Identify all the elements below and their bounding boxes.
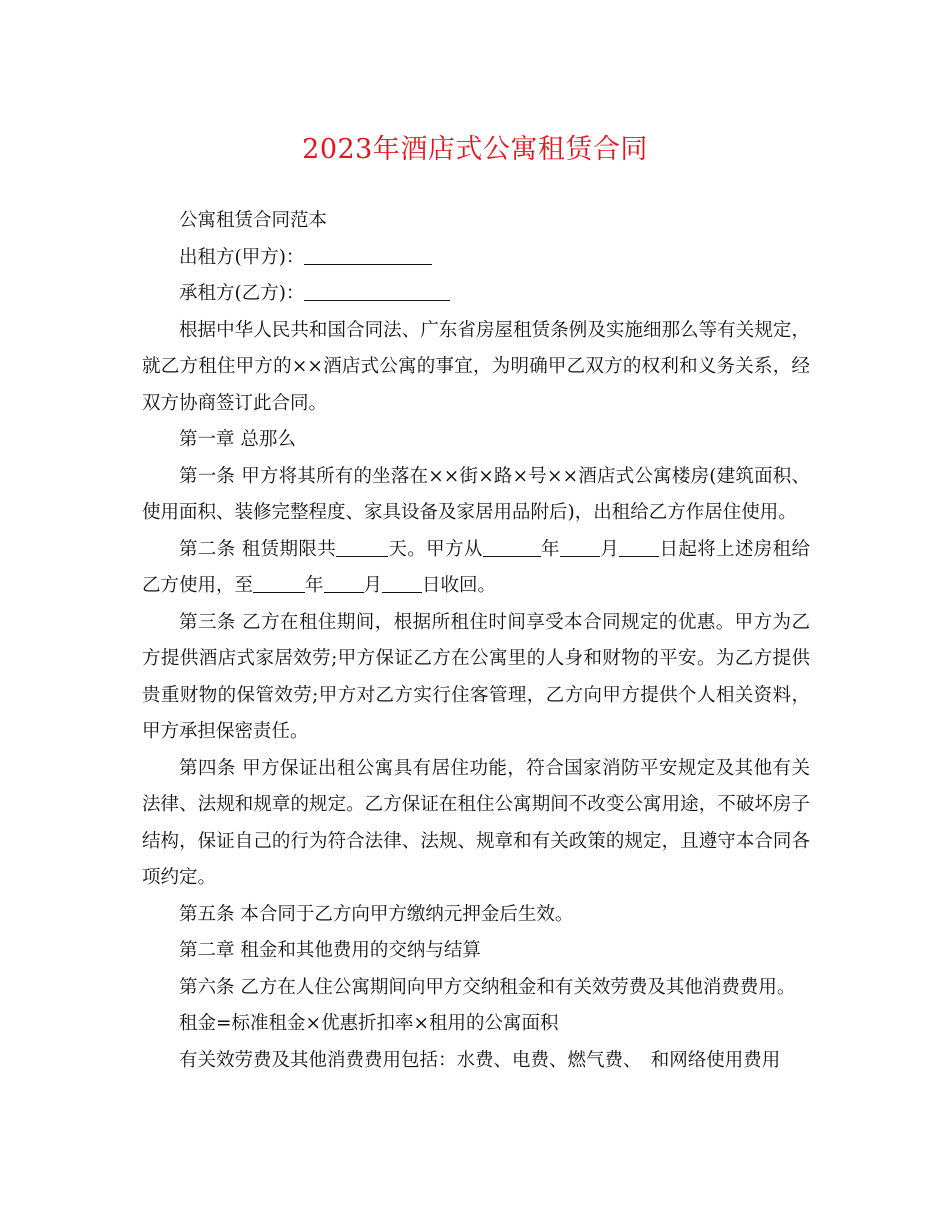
- article-2-text-5: 日起将上述房租给乙方使用，至: [142, 538, 810, 596]
- end-month-blank: [324, 574, 364, 594]
- start-month-blank: [560, 537, 600, 557]
- lessee-line: [142, 276, 810, 313]
- document-title: 2023年酒店式公寓租赁合同: [302, 134, 648, 165]
- end-year-blank: [253, 574, 305, 594]
- preamble-paragraph: 根据中华人民共和国合同法、广东省房屋租赁条例及实施细那么等有关规定，就乙方租住甲方的××酒店式公寓的事宜，为明确甲乙双方的权利和义务关系，经双方协商签订此合同。: [142, 319, 810, 414]
- article-5-paragraph: 第五条 本合同于乙方向甲方缴纳元押金后生效。: [179, 903, 574, 925]
- document-body: [142, 203, 810, 1079]
- lessor-blank: [304, 245, 432, 265]
- lessor-line: [142, 240, 810, 277]
- days-blank: [336, 537, 388, 557]
- start-day-blank: [619, 537, 659, 557]
- chapter-1-heading: 第一章 总那么: [179, 429, 296, 450]
- start-year-blank: [483, 537, 541, 557]
- subtitle-paragraph: 公寓租赁合同范本: [179, 210, 328, 231]
- rent-formula-paragraph: 租金=标准租金×优惠折扣率×租用的公寓面积: [179, 1013, 559, 1034]
- lessee-label: 承租方(乙方)：: [179, 283, 305, 304]
- article-2-paragraph: [142, 532, 810, 605]
- lessee-blank: [304, 282, 450, 302]
- end-day-blank: [382, 574, 422, 594]
- article-6-paragraph: 第六条 乙方在人住公寓期间向甲方交纳租金和有关效劳费及其他消费费用。: [179, 976, 796, 998]
- article-3-paragraph: 第三条 乙方在租住期间，根据所租住时间享受本合同规定的优惠。甲方为乙方提供酒店式家居效劳;甲方保证乙方在公寓里的人身和财物的平安。为乙方提供贵重财物的保管效劳;甲方对乙方实行住客管理，乙方向甲方提供个人相关资料，甲方承担保密责任。: [142, 611, 810, 742]
- article-2-text-8: 日收回。: [422, 575, 497, 596]
- article-2-text-4: 月: [599, 538, 620, 560]
- article-2-text-3: 年: [540, 538, 560, 560]
- article-2-text-7: 月: [363, 575, 383, 596]
- article-1-paragraph: 第一条 甲方将其所有的坐落在××街×路×号××酒店式公寓楼房(建筑面积、使用面积、装修完整程度、家具设备及家居用品附后)，出租给乙方作居住使用。: [142, 465, 810, 523]
- article-4-paragraph: 第四条 甲方保证出租公寓具有居住功能，符合国家消防平安规定及其他有关法律、法规和规章的规定。乙方保证在租住公寓期间不改变公寓用途，不破坏房子结构，保证自己的行为符合法律、法规、规章和有关政策的规定，且遵守本合同各项约定。: [142, 757, 810, 888]
- chapter-2-heading: 第二章 租金和其他费用的交纳与结算: [179, 940, 481, 961]
- fees-paragraph: 有关效劳费及其他消费费用包括：水费、电费、燃气费、 和网络使用费用: [179, 1049, 781, 1071]
- lessor-label: 出租方(甲方)：: [179, 246, 305, 268]
- article-2-text-6: 年: [305, 575, 324, 596]
- article-2-text-2: 天。甲方从: [388, 538, 483, 560]
- article-2-text-1: 第二条 租赁期限共: [179, 538, 337, 560]
